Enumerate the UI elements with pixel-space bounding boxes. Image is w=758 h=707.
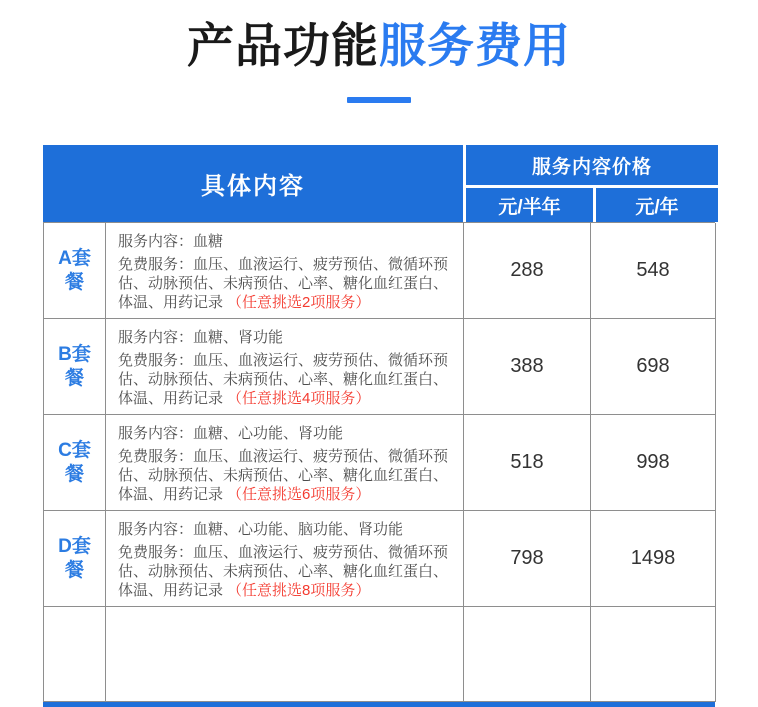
plan-note: （任意挑选4项服务） [227, 390, 371, 407]
table-row-plan-d [44, 511, 715, 607]
table-row-plan-b [44, 319, 715, 415]
table-row-plan-c [44, 415, 715, 511]
free-services-line: 免费服务：血压、血液运行、疲劳预估、微循环预估、动脉预估、未病预估、心率、糖化血红蛋白、体温、用药记录 （任意挑选8项服务） [118, 544, 449, 599]
price-year: 698 [591, 319, 716, 415]
table-row-plan-full [44, 607, 715, 702]
pricing-table [43, 145, 715, 707]
price-year: 998 [591, 415, 716, 511]
service-content-line: 服务内容：血糖 [118, 233, 224, 250]
free-services-line: 免费服务：血压、血液运行、疲劳预估、微循环预估、动脉预估、未病预估、心率、糖化血红蛋白、体温、用药记录 （任意挑选2项服务） [118, 256, 449, 311]
plan-details [106, 223, 464, 319]
plan-name: A套餐 [44, 223, 106, 319]
truncated-next-row [43, 702, 715, 707]
service-content-line: 服务内容：血糖、心功能、脑功能、肾功能 [118, 521, 404, 538]
price-half-year: 518 [464, 415, 591, 511]
price-year: 1498 [591, 511, 716, 607]
plan-details [106, 319, 464, 415]
free-services-line: 免费服务：血压、血液运行、疲劳预估、微循环预估、动脉预估、未病预估、心率、糖化血红蛋白、体温、用药记录 （任意挑选4项服务） [118, 352, 449, 407]
plan-details [106, 415, 464, 511]
plan-name: B套餐 [44, 319, 106, 415]
price-half-year: 798 [464, 511, 591, 607]
plan-note: （任意挑选8项服务） [227, 582, 371, 599]
page-title [0, 16, 758, 76]
page-title-black: 产品功能 [187, 19, 379, 72]
table-row-plan-a [44, 223, 715, 319]
plan-details [106, 607, 464, 702]
price-half-year [464, 607, 591, 702]
service-content-line: 服务内容：血糖、肾功能 [118, 329, 284, 346]
plan-note: （任意挑选2项服务） [227, 294, 371, 311]
plan-name [44, 607, 106, 702]
header-cell-price-group: 服务内容价格 [466, 145, 718, 185]
price-year [591, 607, 716, 702]
service-content-line: 服务内容：血糖、心功能、肾功能 [118, 425, 344, 442]
price-half-year: 288 [464, 223, 591, 319]
page-title-blue: 服务费用 [379, 19, 571, 72]
plan-note: （任意挑选6项服务） [227, 486, 371, 503]
header-cell-year: 元/年 [596, 188, 718, 222]
table-body [43, 222, 715, 702]
page-header [0, 0, 758, 103]
plan-note [118, 621, 122, 638]
price-half-year: 388 [464, 319, 591, 415]
table-header [43, 145, 715, 222]
header-cell-half-year: 元/半年 [466, 188, 593, 222]
plan-details [106, 511, 464, 607]
title-underline [347, 97, 411, 103]
free-services-line: 免费服务：血压、血液运行、疲劳预估、微循环预估、动脉预估、未病预估、心率、糖化血红蛋白、体温、用药记录 （任意挑选6项服务） [118, 448, 449, 503]
header-cell-content: 具体内容 [43, 145, 463, 222]
price-year: 548 [591, 223, 716, 319]
free-services-line [118, 620, 455, 639]
plan-name: C套餐 [44, 415, 106, 511]
plan-name: D套餐 [44, 511, 106, 607]
